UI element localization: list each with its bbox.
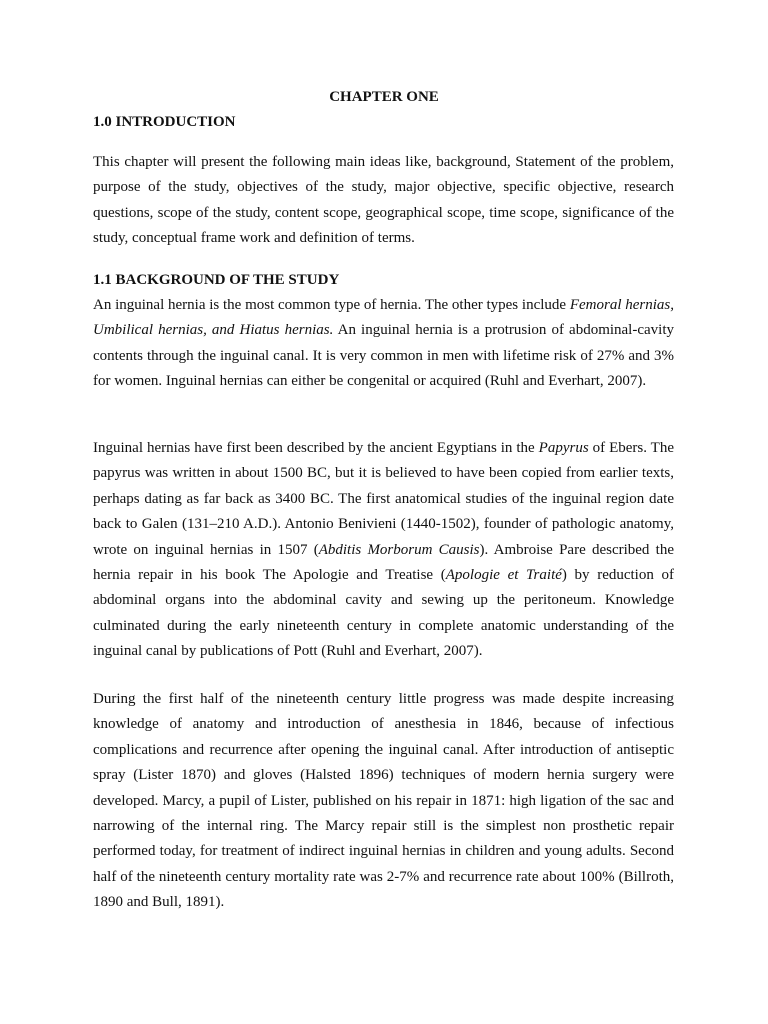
italic-text-run: Femoral hernias, Umbilical hernias, and Hiatus hernias.	[93, 297, 674, 339]
background-paragraph-3: During the first half of the nineteenth century little progress was made despite increasing knowledge of anatomy and introduction of anesthesia in 1846, because of infectious complications and recurrence after opening the inguinal canal. After introduction of antiseptic spray (Lister 1870) and gloves (Halsted 1896) techniques of modern hernia surgery were developed. Marcy, a pupil of Lister, published on his repair in 1871: high ligation of the sac and narrowing of the internal ring. The Marcy repair still is the simplest non prosthetic repair performed today, for treatment of indirect inguinal hernias in children and young adults. Second half of the nineteenth century mortality rate was 2-7% and recurrence rate about 100% (Billroth, 1890 and Bull, 1891).	[93, 691, 674, 911]
text-run: of Ebers. The papyrus was written in about 1500 BC, but it is believed to have been copied from earlier texts, perhaps dating as far back as 3400 BC. The first anatomical studies of the inguinal region date back to Galen (131–210 A.D.). Antonio Benivieni (1440-1502), founder of pathologic anatomy, wrote on inguinal hernias in 1507 (	[93, 440, 674, 558]
text-run: ). Ambroise Pare described the hernia repair in his book The Apologie and Treatise (	[93, 541, 674, 584]
intro-paragraph: This chapter will present the following main ideas like, background, Statement of the problem, purpose of the study, objectives of the study, major objective, specific objective, research questions, scope of the study, content scope, geographical scope, time scope, significance of the study, conceptual frame work and definition of terms.	[93, 154, 674, 247]
chapter-title: CHAPTER ONE	[329, 89, 439, 105]
text-run: ) by reduction of abdominal organs into the abdominal cavity and sewing up the peritoneum. Knowledge culminated during the early nineteenth century in complete anatomic understanding of the inguinal canal by publications of Pott (Ruhl and Everhart, 2007).	[93, 567, 674, 660]
section-heading-introduction: 1.0 INTRODUCTION	[93, 114, 236, 130]
text-run: An inguinal hernia is the most common type of hernia. The other types include	[93, 297, 570, 313]
italic-text-run: Apologie et Traité	[445, 567, 562, 584]
background-paragraph-2	[93, 436, 674, 665]
background-paragraph-1	[93, 293, 674, 395]
section-heading-background: 1.1 BACKGROUND OF THE STUDY	[93, 272, 340, 288]
italic-text-run: Abditis Morborum Causis	[318, 541, 480, 558]
italic-text-run: Papyrus	[538, 440, 589, 456]
text-run: An inguinal hernia is a protrusion of abdominal-cavity contents through the inguinal canal. It is very common in men with lifetime risk of 27% and 3% for women. Inguinal hernias can either be congenital or acquired (Ruhl and Everhart, 2007).	[93, 322, 674, 390]
text-run: Inguinal hernias have first been described by the ancient Egyptians in the	[93, 440, 539, 456]
